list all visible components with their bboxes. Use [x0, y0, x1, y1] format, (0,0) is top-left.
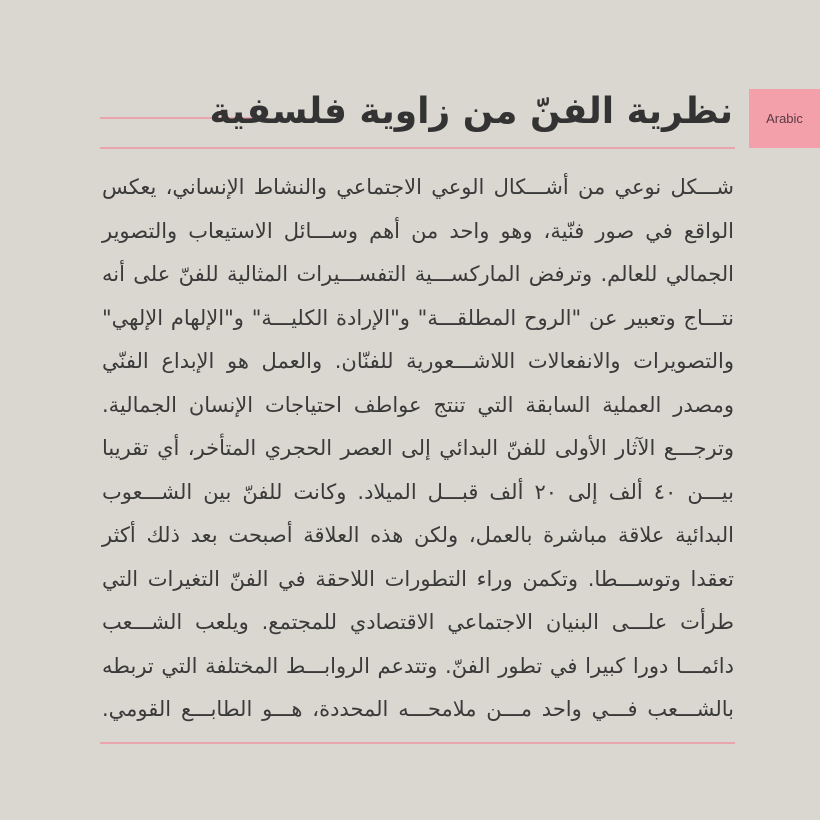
- body-text: [102, 166, 734, 732]
- body-line: ومصدر العملية السابقة التي تنتج عواطف احتياجات الإنسان الجمالية.: [102, 392, 734, 417]
- body-line: وترجـــع الآثار الأولى للفنّ البدائي إلى العصر الحجري المتأخر، أي تقريبا: [102, 436, 734, 460]
- body-line: الواقع في صور فنّية، وهو واحد من أهم وســـائل الاستيعاب والتصوير: [102, 218, 734, 243]
- body-line: نتـــاج وتعبير عن "الروح المطلقـــة" و"الإرادة الكليـــة" و"الإلهام الإلهي": [102, 305, 734, 330]
- page-title: نظرية الفنّ من زاوية فلسفية: [209, 91, 733, 132]
- body-line: والتصويرات والانفعالات اللاشـــعورية للفنّان. والعمل هو الإبداع الفنّي: [102, 349, 734, 373]
- title-underline-rule: [100, 147, 735, 149]
- body-line: بالشـــعب فـــي واحد مـــن ملامحـــه المحددة، هـــو الطابـــع القومي.: [102, 697, 734, 721]
- body-line: بيـــن ٤٠ ألف إلى ٢٠ ألف قبـــل الميلاد. وكانت للفنّ بين الشـــعوب: [102, 479, 734, 504]
- body-line: شـــكل نوعي من أشـــكال الوعي الاجتماعي والنشاط الإنساني، يعكس: [102, 175, 734, 199]
- body-line: طرأت علـــى البنيان الاجتماعي الاقتصادي للمجتمع. ويلعب الشـــعب: [102, 610, 734, 634]
- body-line: دائمـــا دورا كبيرا في تطور الفنّ. وتتدعم الروابـــط المختلفة التي تربطه: [102, 653, 734, 678]
- body-line: البدائية علاقة مباشرة بالعمل، ولكن هذه العلاقة أصبحت بعد ذلك أكثر: [102, 523, 734, 547]
- body-line: تعقدا وتوســـطا. وتكمن وراء التطورات اللاحقة في الفنّ التغيرات التي: [102, 566, 734, 591]
- bottom-rule: [100, 742, 735, 744]
- body-line: الجمالي للعالم. وترفض الماركســـية التفســـيرات المثالية للفنّ على أنه: [102, 262, 734, 286]
- language-tag: [749, 89, 820, 148]
- language-tag-label: Arabic: [766, 111, 803, 126]
